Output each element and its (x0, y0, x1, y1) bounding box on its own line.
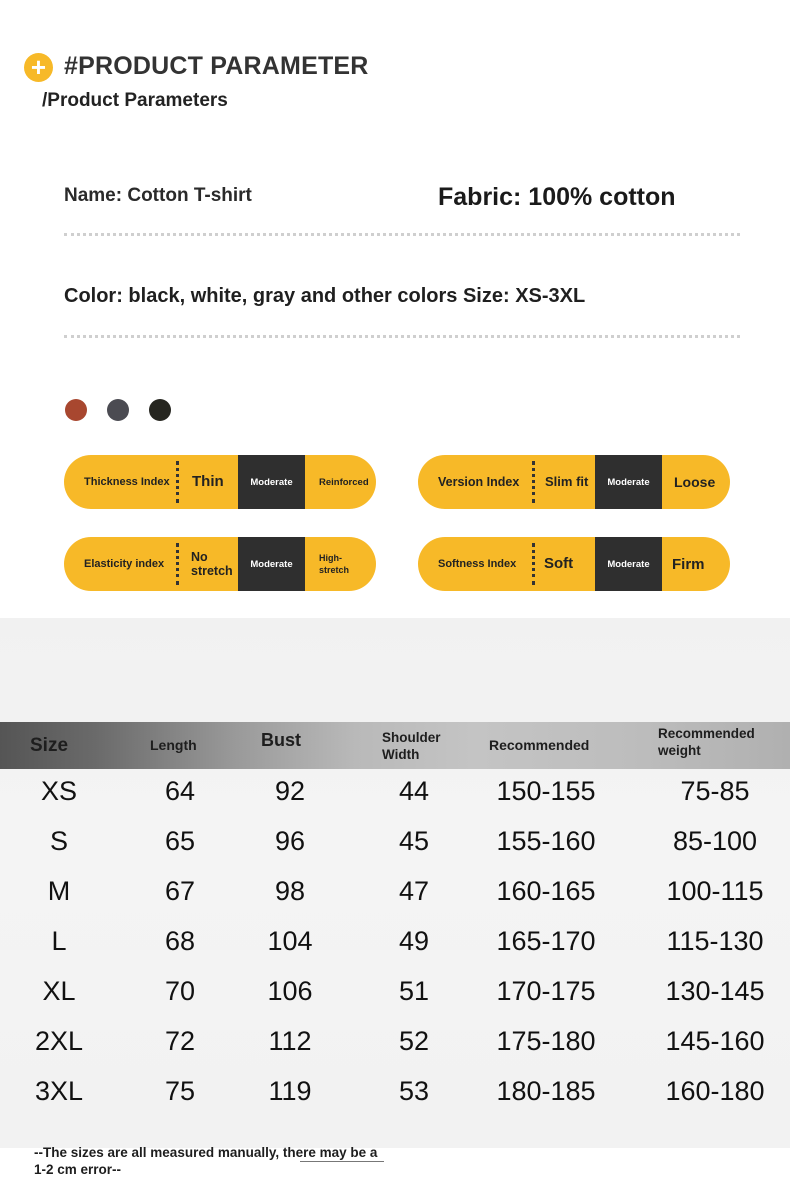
cell-bust: 104 (267, 926, 313, 956)
param-name: Name: Cotton T-shirt (64, 185, 252, 206)
cell-length: 70 (164, 976, 196, 1006)
cell-length: 65 (164, 826, 196, 856)
cell-shoulder: 49 (398, 926, 430, 956)
index-label: Elasticity index (84, 558, 165, 570)
cell-weight: 130-145 (665, 976, 765, 1006)
note-underline (300, 1161, 384, 1162)
cell-weight: 145-160 (665, 1026, 765, 1056)
index-high: High-stretch (319, 553, 350, 575)
col-header-recommended-height: Recommended (489, 737, 590, 753)
cell-height: 150-155 (496, 776, 596, 806)
cell-height: 175-180 (496, 1026, 596, 1056)
index-mid: Moderate (595, 537, 662, 591)
cell-length: 72 (164, 1026, 196, 1056)
index-low: Soft (544, 555, 574, 572)
cell-bust: 92 (274, 776, 306, 806)
col-header-size: Size (30, 735, 69, 756)
page-subtitle: /Product Parameters (42, 90, 228, 111)
cell-length: 68 (164, 926, 196, 956)
col-header-recommended-weight: Recommended weight (658, 725, 755, 758)
index-separator (176, 543, 179, 585)
cell-shoulder: 47 (398, 876, 430, 906)
cell-shoulder: 44 (398, 776, 430, 806)
cell-shoulder: 52 (398, 1026, 430, 1056)
col-header-length: Length (150, 737, 197, 753)
cell-bust: 96 (274, 826, 306, 856)
cell-height: 170-175 (496, 976, 596, 1006)
cell-size: XL (42, 976, 76, 1006)
plus-icon: + (24, 53, 53, 82)
cell-height: 155-160 (496, 826, 596, 856)
cell-shoulder: 53 (398, 1076, 430, 1106)
cell-weight: 115-130 (666, 926, 764, 956)
index-mid: Moderate (238, 537, 305, 591)
version-index-pill (418, 455, 730, 509)
col-header-shoulder-width: Shoulder Width (382, 729, 441, 762)
cell-weight: 85-100 (672, 826, 758, 856)
page-title: #PRODUCT PARAMETER (64, 52, 369, 80)
cell-bust: 112 (268, 1026, 312, 1056)
param-fabric: Fabric: 100% cotton (438, 183, 676, 211)
param-color-size: Color: black, white, gray and other colors Size: XS-3XL (64, 285, 586, 307)
cell-length: 67 (164, 876, 196, 906)
color-swatch (149, 399, 171, 421)
index-high: Loose (674, 474, 716, 490)
index-mid: Moderate (595, 455, 662, 509)
cell-size: L (51, 926, 67, 956)
color-swatch (107, 399, 129, 421)
cell-weight: 100-115 (666, 876, 764, 906)
index-mid: Moderate (238, 455, 305, 509)
cell-weight: 75-85 (680, 776, 750, 806)
cell-bust: 106 (267, 976, 313, 1006)
index-separator (176, 461, 179, 503)
cell-height: 180-185 (496, 1076, 596, 1106)
index-low: Slim fit (545, 474, 589, 489)
cell-shoulder: 45 (398, 826, 430, 856)
cell-size: M (47, 876, 71, 906)
index-high: Firm (672, 555, 705, 573)
cell-height: 165-170 (496, 926, 596, 956)
index-separator (532, 543, 535, 585)
index-label: Softness Index (438, 558, 517, 570)
elasticity-index-pill (64, 537, 376, 591)
measurement-note: --The sizes are all measured manually, there may be a 1-2 cm error-- (34, 1145, 378, 1177)
cell-size: S (49, 826, 68, 856)
index-low: Thin (192, 473, 224, 490)
cell-height: 160-165 (496, 876, 596, 906)
cell-size: 3XL (34, 1076, 84, 1106)
col-header-bust: Bust (261, 730, 301, 750)
index-high: Reinforced (319, 476, 369, 488)
cell-size: 2XL (34, 1026, 84, 1056)
index-label: Thickness Index (84, 476, 170, 488)
thickness-index-pill (64, 455, 376, 509)
cell-bust: 119 (268, 1076, 312, 1106)
index-low: No stretch (191, 550, 233, 578)
cell-length: 64 (164, 776, 196, 806)
cell-weight: 160-180 (665, 1076, 765, 1106)
index-separator (532, 461, 535, 503)
divider (64, 335, 740, 338)
cell-length: 75 (164, 1076, 196, 1106)
index-label: Version Index (438, 475, 520, 489)
cell-bust: 98 (274, 876, 306, 906)
divider (64, 233, 740, 236)
cell-shoulder: 51 (398, 976, 430, 1006)
color-swatch (65, 399, 87, 421)
cell-size: XS (40, 776, 78, 806)
softness-index-pill (418, 537, 730, 591)
